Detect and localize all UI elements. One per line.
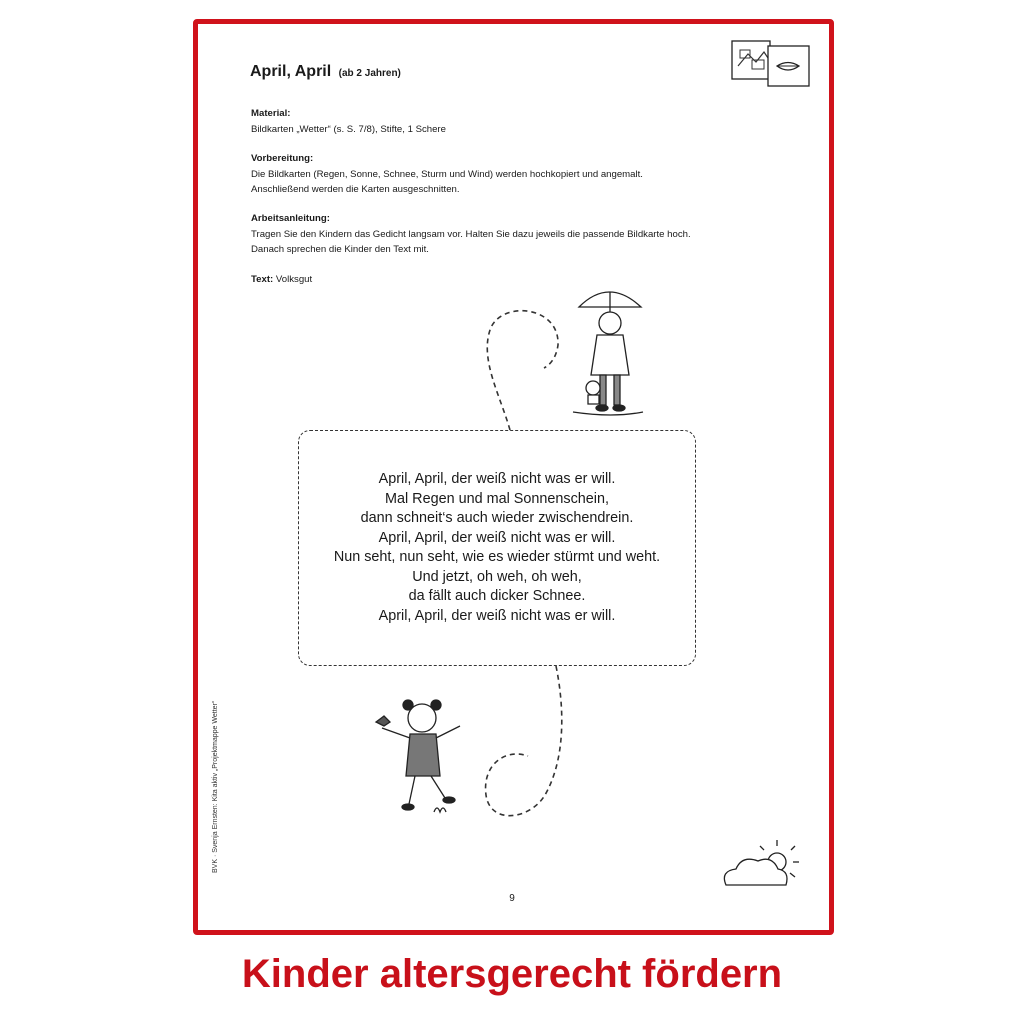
exercise-title: April, April [250, 63, 332, 80]
age-note: (ab 2 Jahren) [338, 68, 401, 79]
poem-line: Mal Regen und mal Sonnenschein, [385, 490, 609, 507]
vorbereitung-heading: Vorbereitung: [251, 153, 314, 164]
sun-cloud-icon [724, 840, 799, 885]
dashed-swirl-bottom [486, 666, 562, 816]
arbeitsanleitung-section [251, 211, 691, 258]
arbeitsanleitung-line: Tragen Sie den Kindern das Gedicht langsam vor. Halten Sie dazu jeweils die passende Bildkarte hoch. [251, 228, 691, 240]
poem-line: April, April, der weiß nicht was er will. [378, 471, 616, 487]
girl-umbrella-illustration [573, 292, 643, 415]
poem-line: Nun seht, nun seht, wie es wieder stürmt und weht. [333, 549, 661, 565]
promo-banner: Kinder altersgerecht fördern [241, 952, 783, 996]
dashed-swirl-top [487, 311, 558, 430]
vorbereitung-line: Anschließend werden die Karten ausgeschnitten. [251, 184, 460, 195]
poem-line: da fällt auch dicker Schnee. [408, 588, 586, 604]
poem-line: dann schneit‘s auch wieder zwischendrein. [360, 510, 634, 526]
page-number: 9 [509, 893, 515, 904]
arbeitsanleitung-line: Danach sprechen die Kinder den Text mit. [251, 244, 429, 255]
material-section [251, 106, 446, 137]
exercise-title-row [250, 63, 401, 81]
sidebar-credit: BVK · Svenja Ernsten: Kita aktiv „Projektmappe Wetter“ [212, 700, 219, 873]
picture-cards-icon [732, 41, 770, 79]
text-source-value: Volksgut [275, 274, 313, 285]
arbeitsanleitung-heading: Arbeitsanleitung: [251, 213, 330, 224]
mouth-icon [768, 46, 809, 86]
poem-line: Und jetzt, oh weh, oh weh, [412, 568, 582, 585]
material-line: Bildkarten „Wetter“ (s. S. 7/8), Stifte, 1 Schere [251, 123, 446, 135]
text-source [251, 272, 312, 288]
vorbereitung-line: Die Bildkarten (Regen, Sonne, Schnee, Sturm und Wind) werden hochkopiert und angemalt. [251, 168, 643, 180]
poem-line: April, April, der weiß nicht was er will. [378, 529, 616, 546]
poem [298, 470, 696, 626]
vorbereitung-section [251, 151, 643, 198]
poem-line: April, April, der weiß nicht was er will. [378, 607, 616, 624]
material-heading: Material: [251, 108, 291, 119]
text-source-label: Text: [251, 274, 274, 285]
dancing-girl-illustration [376, 700, 460, 812]
